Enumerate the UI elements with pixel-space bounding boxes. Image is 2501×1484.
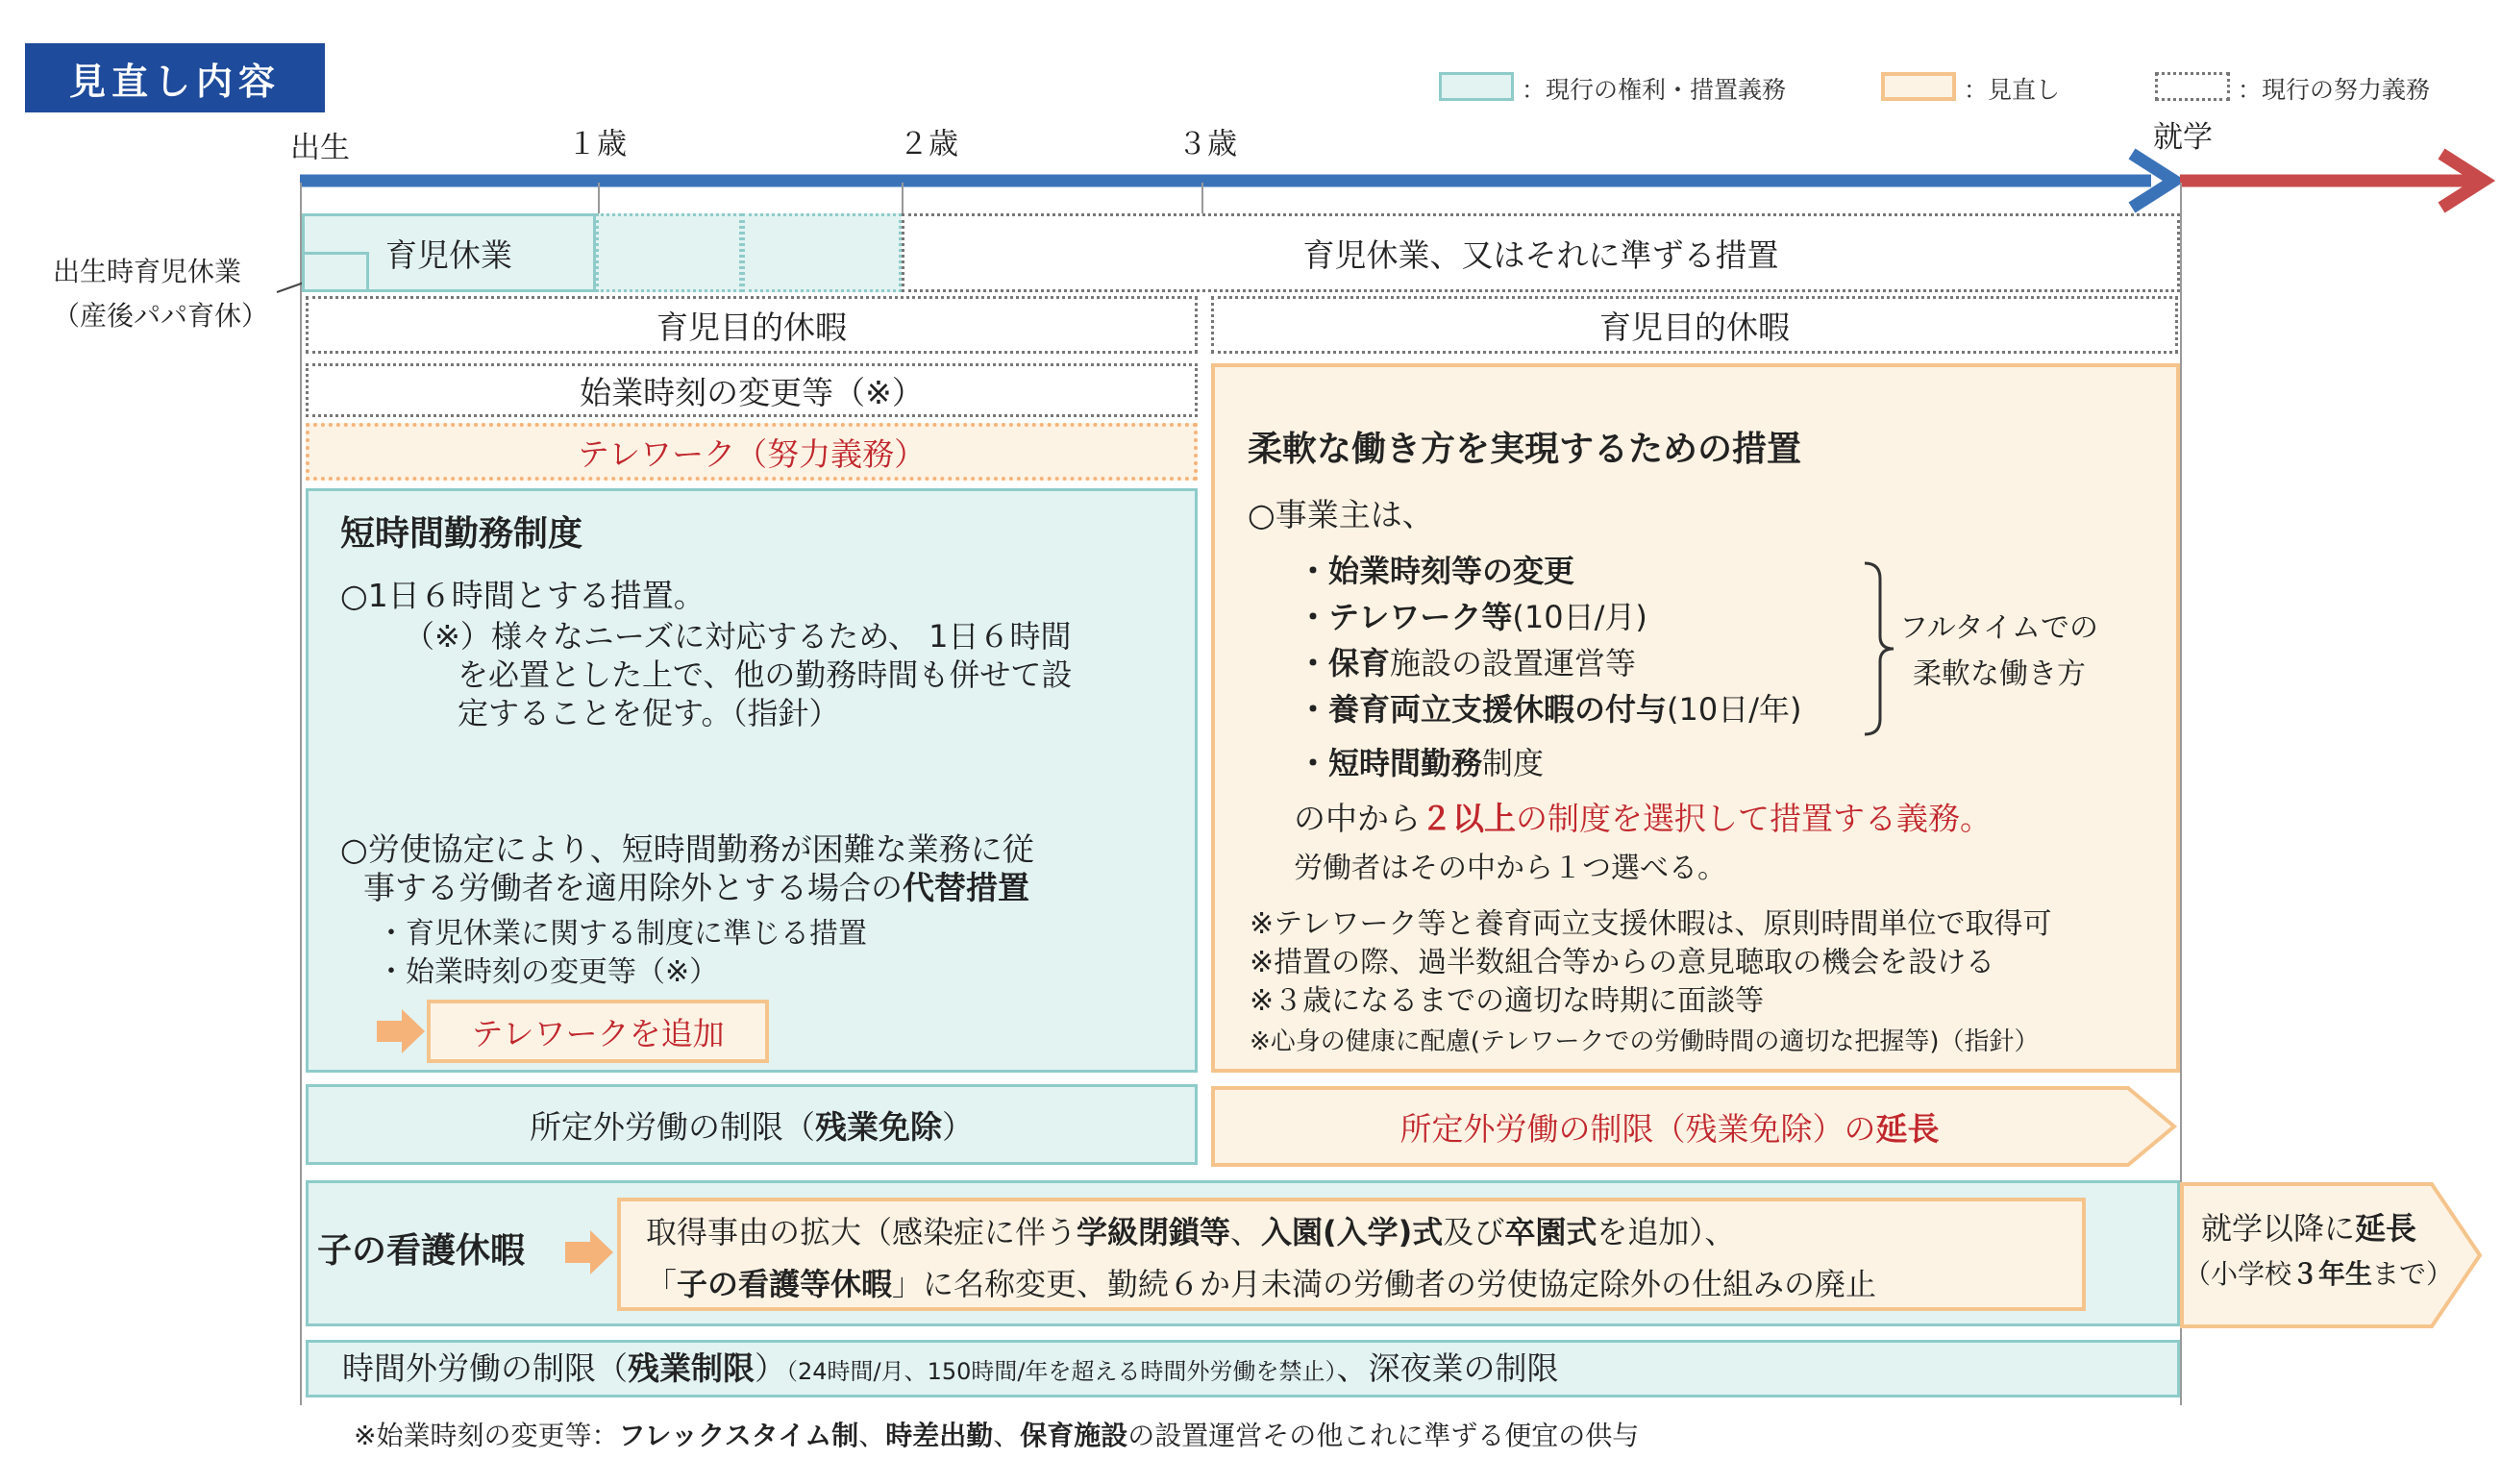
- add-arrow-icon: [375, 1007, 429, 1055]
- nursing-l1e: 及び: [1443, 1214, 1505, 1250]
- short-time-note-3: 定することを促す。（指針）: [458, 695, 840, 731]
- nursing-revision-line-1: [646, 1213, 1735, 1251]
- short-time-item-2: ○労使協定により、短時間勤務が困難な業務に従: [340, 830, 1034, 868]
- childcare-leave-label: 育児休業: [385, 235, 512, 274]
- purpose-leave-right-label: 育児目的休暇: [1599, 308, 1790, 346]
- age-label-birth: 出生: [290, 131, 350, 165]
- brace-label-2: 柔軟な働き方: [1913, 657, 2086, 691]
- overtime-limit-c: ）: [755, 1349, 786, 1387]
- age-label-school: 就学: [2153, 120, 2213, 155]
- flex-item-short-time-rest: 制度: [1482, 745, 1545, 781]
- age-label-2: ２歳: [899, 127, 958, 161]
- short-time-item-1: ○1日６時間とする措置。: [340, 577, 706, 614]
- footnote-d: 時差出勤: [885, 1420, 994, 1451]
- nursing-l2c: 」に名称変更、勤続６か月未満の労働者の労使協定除外の仕組みの廃止: [892, 1266, 1877, 1302]
- purpose-leave-right-bar: [1211, 296, 2178, 354]
- overtime-limit-text: [342, 1349, 1559, 1391]
- nursing-l1d: 入園(入学)式: [1261, 1214, 1444, 1250]
- flex-item-childcare-rest: 施設の設置運営等: [1390, 645, 1637, 681]
- gridline-age3: [1201, 183, 1203, 217]
- legend-label-current-right: ：現行の権利・措置義務: [1522, 76, 1787, 104]
- flex-item-childcare-name: ・保育: [1298, 645, 1391, 681]
- short-time-work-title: 短時間勤務制度: [340, 514, 583, 554]
- childcare-leave-equiv-label: 育児休業、又はそれに準ずる措置: [1302, 235, 1779, 274]
- alternative-measure-1: ・育児休業に関する制度に準じる措置: [377, 917, 867, 951]
- flex-choose-c: の制度を選択して措置する義務。: [1516, 800, 1992, 837]
- timeline-arrow: [0, 0, 2501, 231]
- overtime-extension-b: 延長: [1875, 1109, 1940, 1148]
- footnote-e: 、: [993, 1420, 1021, 1451]
- flex-note-4: ※心身の健康に配慮(テレワークでの労働時間の適切な把握等)（指針）: [1250, 1027, 2040, 1056]
- flexible-work-intro: ○事業主は、: [1248, 496, 1434, 533]
- flex-note-1: ※テレワーク等と養育両立支援休暇は、原則時間単位で取得可: [1250, 907, 2052, 941]
- nursing-extension-line-2: [2184, 1255, 2453, 1294]
- gridline-birth: [300, 183, 302, 1405]
- flex-choose-obligation: [1294, 800, 1992, 838]
- short-time-item-2-text: 事する労働者を適用除外とする場合の: [363, 869, 903, 906]
- nursing-ext2b: ３年生: [2291, 1258, 2373, 1290]
- childcare-leave-equiv-bar: [902, 213, 2180, 292]
- childcare-leave-extension-1: [596, 213, 742, 292]
- footnote-c: 、: [858, 1420, 886, 1451]
- overtime-limit-d: （24時間/月、150時間/年を超える時間外労働を禁止）: [786, 1358, 1337, 1385]
- age-label-1: １歳: [567, 127, 627, 161]
- overtime-exemption-left-b: 残業免除: [815, 1107, 942, 1146]
- nursing-ext2a: （小学校: [2184, 1258, 2292, 1290]
- overtime-limit-b: 残業制限: [628, 1349, 755, 1387]
- postnatal-leave-label-line2: （産後パパ育休）: [53, 300, 269, 332]
- flex-item-telework: [1298, 598, 1647, 636]
- alternative-measures: 代替措置: [903, 869, 1029, 906]
- nursing-ext2c: まで）: [2372, 1258, 2454, 1290]
- start-time-change-bar: [306, 363, 1198, 417]
- nursing-ext1b: 延長: [2355, 1210, 2417, 1247]
- nursing-leave-title: 子の看護休暇: [317, 1231, 526, 1271]
- flex-choose-a: の中から: [1294, 800, 1421, 837]
- purpose-leave-left-bar: [306, 296, 1198, 354]
- add-telework-box: [427, 1000, 769, 1063]
- flex-item-short-time: [1298, 744, 1544, 782]
- flex-item-short-time-name: ・短時間勤務: [1298, 745, 1483, 781]
- nursing-l1f: 卒園式: [1504, 1214, 1597, 1250]
- purpose-leave-left-label: 育児目的休暇: [656, 308, 847, 346]
- brace-icon: [1861, 559, 1899, 738]
- overtime-extension-label: [1213, 1086, 2126, 1167]
- flex-item-support-leave: [1298, 690, 1802, 729]
- flex-item-support-leave-days: (10日/年): [1667, 691, 1802, 728]
- flex-item-telework-days: (10日/月): [1512, 599, 1647, 635]
- flexible-work-title: 柔軟な働き方を実現するための措置: [1248, 430, 1802, 469]
- flex-note-2: ※措置の際、過半数組合等からの意見聴取の機会を設ける: [1250, 946, 1995, 979]
- nursing-arrow-icon: [563, 1228, 617, 1276]
- flex-choose-two: ２以上: [1421, 800, 1516, 837]
- postnatal-leave-label-line1: 出生時育児休業: [53, 256, 242, 287]
- flex-choose-one: 労働者はその中から１つ選べる。: [1294, 852, 1726, 885]
- legend-label-effort: ：現行の努力義務: [2238, 76, 2431, 104]
- nursing-l2b: 子の看護等休暇: [677, 1266, 893, 1302]
- nursing-l1c: 、: [1230, 1214, 1262, 1250]
- nursing-revision-line-2: [646, 1265, 1876, 1303]
- flex-item-childcare-facility: [1298, 644, 1636, 682]
- footnote: [354, 1417, 1639, 1455]
- childcare-leave-extension-2: [742, 213, 902, 292]
- overtime-extension-a: 所定外労働の制限（残業免除）の: [1399, 1109, 1876, 1148]
- overtime-exemption-left-a: 所定外労働の制限（: [530, 1107, 815, 1146]
- age-label-3: ３歳: [1177, 127, 1237, 161]
- postnatal-leave-label: [53, 250, 268, 338]
- legend-label-revision: ：見直し: [1964, 76, 2061, 104]
- nursing-extension-line-1: [2201, 1209, 2416, 1248]
- postnatal-leave-bar: [302, 252, 369, 292]
- telework-effort-label: テレワーク（努力義務）: [577, 434, 927, 473]
- flex-item-telework-name: ・テレワーク等: [1298, 599, 1513, 635]
- nursing-l1a: 取得事由の拡大（感染症に伴う: [646, 1214, 1077, 1250]
- overtime-limit-e: 、深夜業の制限: [1336, 1349, 1559, 1387]
- flex-item-start-time: ・始業時刻等の変更: [1298, 553, 1575, 589]
- overtime-limit-a: 時間外労働の制限（: [342, 1349, 628, 1387]
- short-time-note-1: （※）様々なニーズに対応するため、 1日６時間: [404, 618, 1072, 655]
- flex-note-3: ※３歳になるまでの適切な時期に面談等: [1250, 984, 1765, 1018]
- footnote-f: 保育施設: [1020, 1420, 1128, 1451]
- nursing-l1g: を追加）、: [1597, 1214, 1736, 1250]
- section-title: 見直し内容: [25, 43, 325, 112]
- footnote-a: ※始業時刻の変更等：: [354, 1420, 619, 1451]
- gridline-age1: [598, 183, 600, 217]
- telework-effort-bar: [306, 423, 1198, 481]
- footnote-g: の設置運営その他これに準ずる便宜の供与: [1127, 1420, 1640, 1451]
- nursing-ext1a: 就学以降に: [2201, 1210, 2356, 1247]
- gridline-age2: [902, 183, 904, 217]
- start-time-change-label: 始業時刻の変更等（※）: [580, 373, 924, 411]
- overtime-exemption-left-c: ）: [942, 1107, 974, 1146]
- nursing-l1b: 学級閉鎖等: [1077, 1214, 1231, 1250]
- footnote-b: フレックスタイム制: [618, 1420, 859, 1451]
- overtime-exemption-left: [306, 1084, 1198, 1165]
- flex-item-support-leave-name: ・養育両立支援休暇の付与: [1298, 691, 1668, 728]
- nursing-l2a: 「: [646, 1266, 678, 1302]
- add-telework-label: テレワークを追加: [471, 1014, 725, 1052]
- brace-label-1: フルタイムでの: [1899, 611, 2098, 645]
- short-time-note-2: を必置とした上で、他の勤務時間も併せて設: [458, 656, 1073, 693]
- short-time-item-2-cont: [363, 869, 1029, 907]
- alternative-measure-2: ・始業時刻の変更等（※）: [377, 955, 719, 989]
